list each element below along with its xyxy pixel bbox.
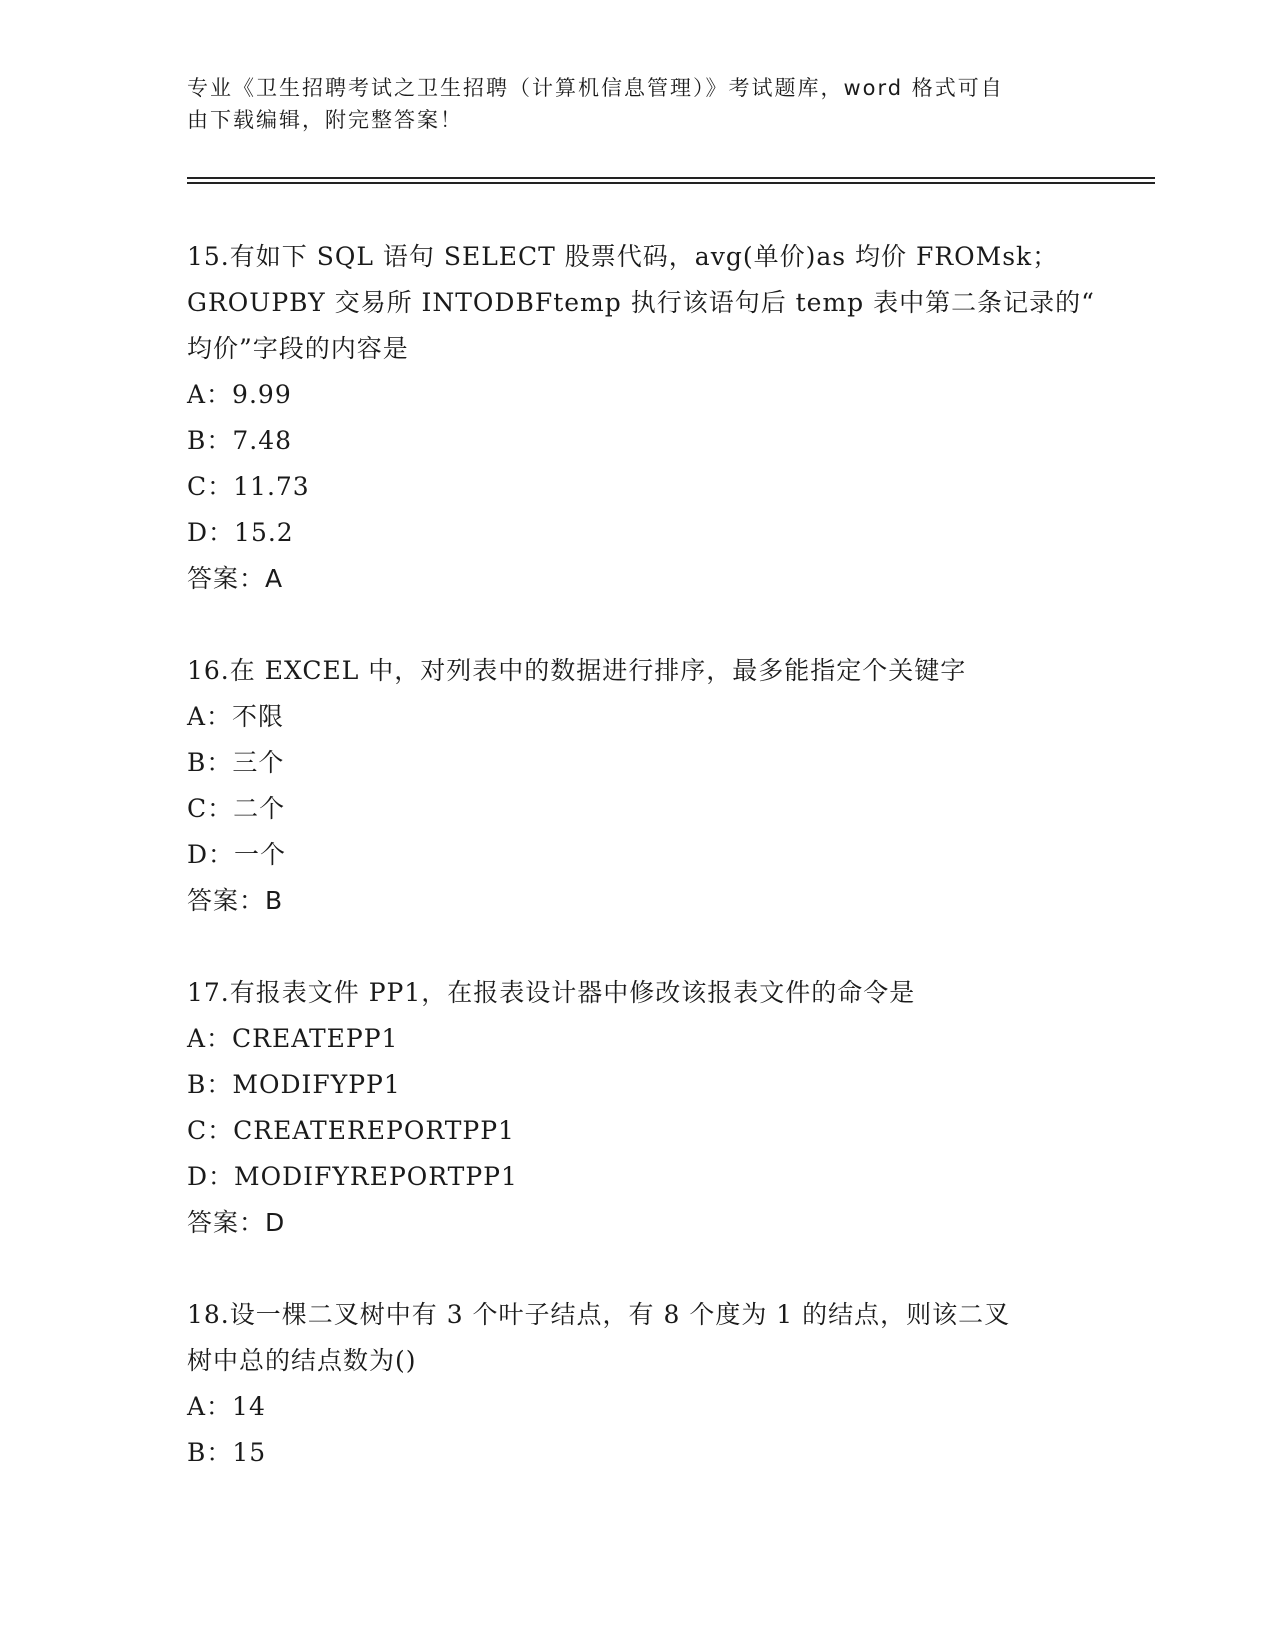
option-d: D：一个	[187, 840, 287, 869]
option-d: D：15.2	[187, 518, 294, 547]
question-list	[187, 234, 1107, 1522]
document-header: 专业《卫生招聘考试之卫生招聘（计算机信息管理）》考试题库，word 格式可自 由下载编辑，附完整答案！	[187, 76, 1004, 132]
header-divider-top	[187, 177, 1155, 179]
option-b: B：15	[187, 1438, 267, 1467]
answer-line: 答案：D	[187, 1208, 286, 1237]
question-15	[187, 234, 1107, 602]
option-c: C：11.73	[187, 472, 310, 501]
question-title: 15.有如下 SQL 语句 SELECT 股票代码，avg(单价)as 均价 FROMsk； GROUPBY 交易所 INTODBFtemp 执行该语句后 temp 表中第二条记录的“ 均价”字段的内容是	[187, 242, 1095, 363]
answer-line: 答案：A	[187, 564, 284, 593]
question-title: 17.有报表文件 PP1，在报表设计器中修改该报表文件的命令是	[187, 978, 916, 1007]
option-c: C：二个	[187, 794, 286, 823]
answer-line: 答案：B	[187, 886, 284, 915]
option-a: A：CREATEPP1	[187, 1024, 399, 1053]
option-a: A：9.99	[187, 380, 292, 409]
question-title: 16.在 EXCEL 中，对列表中的数据进行排序，最多能指定个关键字	[187, 656, 967, 685]
question-title: 18.设一棵二叉树中有 3 个叶子结点，有 8 个度为 1 的结点，则该二叉 树中总的结点数为()	[187, 1300, 1011, 1375]
question-16	[187, 648, 1107, 924]
option-b: B：三个	[187, 748, 285, 777]
option-d: D：MODIFYREPORTPP1	[187, 1162, 518, 1191]
question-18	[187, 1292, 1107, 1476]
option-b: B：7.48	[187, 426, 293, 455]
header-divider-bottom	[187, 182, 1155, 184]
option-c: C：CREATEREPORTPP1	[187, 1116, 515, 1145]
option-b: B：MODIFYPP1	[187, 1070, 401, 1099]
option-a: A：不限	[187, 702, 285, 731]
option-a: A：14	[187, 1392, 266, 1421]
question-17	[187, 970, 1107, 1246]
